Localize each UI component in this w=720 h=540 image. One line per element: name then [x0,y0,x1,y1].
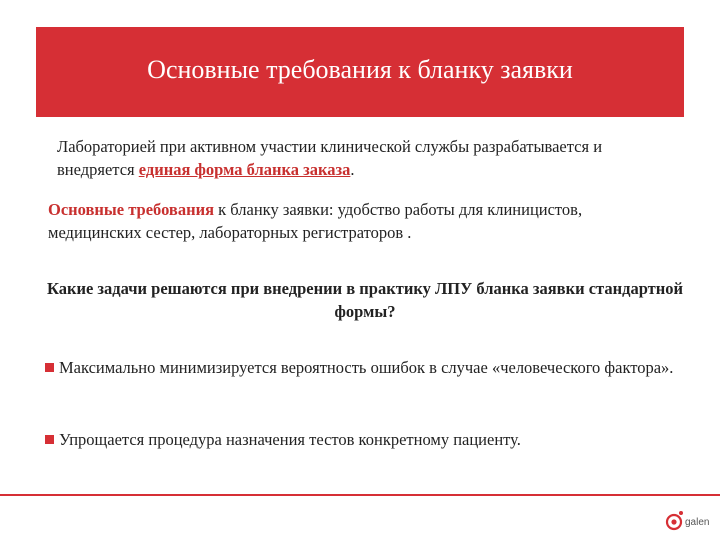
logo-text: galen [685,517,710,528]
requirements-paragraph [48,198,668,244]
logo-small-dot-icon [679,511,683,515]
bullet-text: Максимально минимизируется вероятность ошибок в случае «человеческого фактора». [59,358,674,377]
logo-dot-icon [671,519,676,524]
square-bullet-icon [45,363,54,372]
intro-text: Лабораторией при активном участии клинической службы разрабатывается и внедряется [57,137,603,179]
requirements-highlight: Основные требования [48,200,215,219]
intro-highlight: единая форма бланка заказа [138,160,351,179]
slide-title: Основные требования к бланку заявки [147,55,573,84]
bullet-item [45,356,675,379]
intro-end: . [350,160,355,179]
footer-divider [0,494,720,496]
galen-logo [662,506,717,536]
title-banner [36,27,684,117]
question-heading: Какие задачи решаются при внедрении в практику ЛПУ бланка заявки стандартной формы? [46,279,684,321]
bullet-item [45,428,675,451]
bullet-text: Упрощается процедура назначения тестов конкретному пациенту. [59,430,521,449]
intro-paragraph [57,135,657,181]
requirements-text: к бланку заявки: удобство работы для клиницистов, медицинских сестер, лабораторных регистраторов . [48,200,583,242]
square-bullet-icon [45,435,54,444]
